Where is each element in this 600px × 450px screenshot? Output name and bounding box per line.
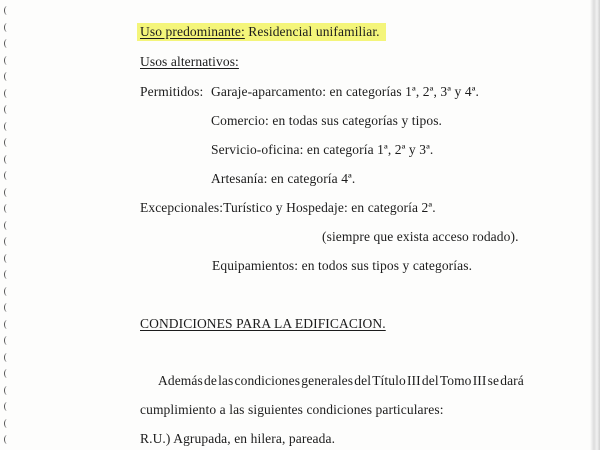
- permitido-item: Servicio-oficina: en categoría 1ª, 2ª y 3ª.: [211, 142, 434, 157]
- binding-hole-mark: [4, 89, 10, 98]
- binding-hole-mark: [4, 221, 10, 230]
- paragraph-word: III: [406, 373, 421, 388]
- uso-predominante-label: Uso predominante:: [140, 24, 245, 39]
- binding-hole-mark: [4, 6, 10, 15]
- equipamientos-item: Equipamientos: en todos sus tipos y categorías.: [212, 258, 473, 273]
- paragraph-word: III: [472, 373, 487, 388]
- condiciones-heading: CONDICIONES PARA LA EDIFICACION.: [140, 316, 386, 331]
- condiciones-item-ru: R.U.) Agrupada, en hilera, pareada.: [140, 431, 336, 446]
- paragraph-word: Tomo: [439, 373, 472, 388]
- binding-hole-mark: [4, 402, 10, 411]
- binding-hole-mark: [4, 204, 10, 213]
- binding-hole-mark: [4, 254, 10, 263]
- paragraph-word: se: [487, 373, 500, 388]
- binding-hole-mark: [4, 419, 10, 428]
- condiciones-paragraph-line2: cumplimiento a las siguientes condiciones particulares:: [140, 402, 444, 417]
- paragraph-word: Además: [158, 373, 203, 388]
- paragraph-word: dará: [500, 373, 524, 388]
- permitidos-label: Permitidos:: [140, 84, 204, 99]
- binding-hole-mark: [4, 336, 10, 345]
- binding-hole-mark: [4, 56, 10, 65]
- excepcionales-item: Turístico y Hospedaje: en categoría 2ª.: [223, 200, 436, 215]
- paragraph-word: las: [218, 373, 234, 388]
- paragraph-word: generales: [301, 373, 354, 388]
- excepcionales-line: [140, 200, 436, 216]
- permitido-item: Comercio: en todas sus categorías y tipos.: [211, 113, 443, 128]
- binding-hole-mark: [4, 72, 10, 81]
- highlighted-text: [137, 23, 386, 41]
- uso-predominante-value: Residencial unifamiliar.: [248, 24, 380, 39]
- binding-hole-mark: [4, 237, 10, 246]
- permitido-item: Artesanía: en categoría 4ª.: [211, 171, 356, 186]
- binding-hole-mark: [4, 386, 10, 395]
- binding-hole-mark: [4, 188, 10, 197]
- binding-hole-mark: [4, 353, 10, 362]
- binding-hole-mark: [4, 155, 10, 164]
- paragraph-word: Título: [372, 373, 406, 388]
- paragraph-word: del: [421, 373, 439, 388]
- binding-hole-mark: [4, 369, 10, 378]
- binding-hole-mark: [4, 435, 10, 444]
- excepcionales-note: (siempre que exista acceso rodado).: [322, 229, 519, 244]
- binding-hole-mark: [4, 171, 10, 180]
- binding-hole-mark: [4, 320, 10, 329]
- permitido-item: Garaje-aparcamento: en categorías 1ª, 2ª, 3ª y 4ª.: [211, 84, 480, 99]
- binding-hole-mark: [4, 39, 10, 48]
- excepcionales-label: Excepcionales:: [140, 200, 224, 215]
- condiciones-paragraph-line1: [158, 373, 524, 389]
- paragraph-word: condiciones: [234, 373, 301, 388]
- usos-alternativos-heading: Usos alternativos:: [140, 54, 239, 69]
- paragraph-word: de: [203, 373, 217, 388]
- uso-predominante-line: [140, 24, 386, 40]
- binding-hole-mark: [4, 138, 10, 147]
- binding-hole-mark: [4, 303, 10, 312]
- binding-hole-mark: [4, 122, 10, 131]
- binding-edge: [0, 0, 16, 450]
- paragraph-word: del: [354, 373, 372, 388]
- page-edge: [590, 0, 600, 450]
- binding-hole-mark: [4, 270, 10, 279]
- binding-hole-mark: [4, 105, 10, 114]
- binding-hole-mark: [4, 23, 10, 32]
- binding-hole-mark: [4, 287, 10, 296]
